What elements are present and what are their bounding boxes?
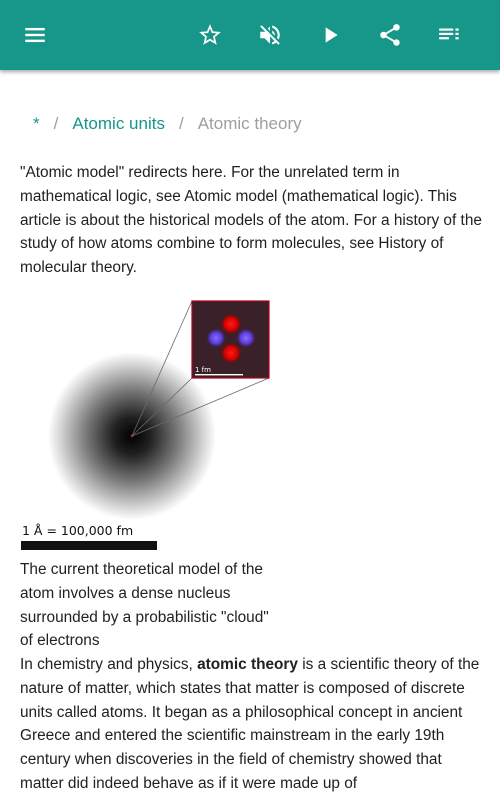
scale-bar [21, 541, 157, 550]
menu-icon [22, 22, 48, 48]
app-toolbar [0, 0, 500, 70]
atom-diagram [20, 298, 280, 554]
breadcrumb-home-link[interactable]: * [33, 114, 40, 133]
share-icon [377, 22, 403, 48]
breadcrumb-separator: / [53, 114, 59, 133]
breadcrumb [33, 113, 302, 137]
breadcrumb-separator: / [178, 114, 184, 133]
playlist-icon [437, 22, 463, 48]
breadcrumb-current: Atomic theory [197, 114, 302, 133]
intro-term: atomic theory [197, 656, 298, 673]
neutron [236, 328, 256, 348]
intro-prefix: In chemistry and physics, [20, 656, 198, 673]
nucleus-inset [192, 301, 269, 378]
figure-caption: The current theoretical model of the atom involves a dense nucleus surrounded by a probabilistic "cloud" of electrons [20, 561, 269, 650]
scale-label: 1 Å = 100,000 fm [22, 523, 134, 538]
favorite-button[interactable] [186, 11, 234, 59]
atom-figure[interactable] [20, 298, 280, 554]
neutron [206, 328, 226, 348]
intro-paragraph [20, 653, 482, 796]
intro-body: is a scientific theory of the nature of matter, which states that matter is composed of discrete units called atoms. It began as a philosophical concept in ancient Greece and entered the scientific mainstream in the early 19th century when discoveries in the field of chemistry showed that matter did indeed behave as if it were made up of [20, 656, 480, 792]
hatnote: "Atomic model" redirects here. For the unrelated term in mathematical logic, see Atomic model (mathematical logic). This article is about the historical models of the atom. For a history of the study of how atoms combine to form molecules, see History of molecular theory. [20, 164, 482, 277]
share-button[interactable] [366, 11, 414, 59]
playlist-button[interactable] [426, 11, 474, 59]
proton [220, 342, 242, 364]
inset-scale-label: 1 fm [195, 366, 211, 374]
star-outline-icon [197, 22, 223, 48]
play-button[interactable] [306, 11, 354, 59]
breadcrumb-parent-link[interactable]: Atomic units [72, 114, 165, 133]
volume-off-icon [257, 22, 283, 48]
inset-scale-bar [195, 374, 243, 375]
play-icon [317, 22, 343, 48]
mute-button[interactable] [246, 11, 294, 59]
menu-button[interactable] [11, 11, 59, 59]
